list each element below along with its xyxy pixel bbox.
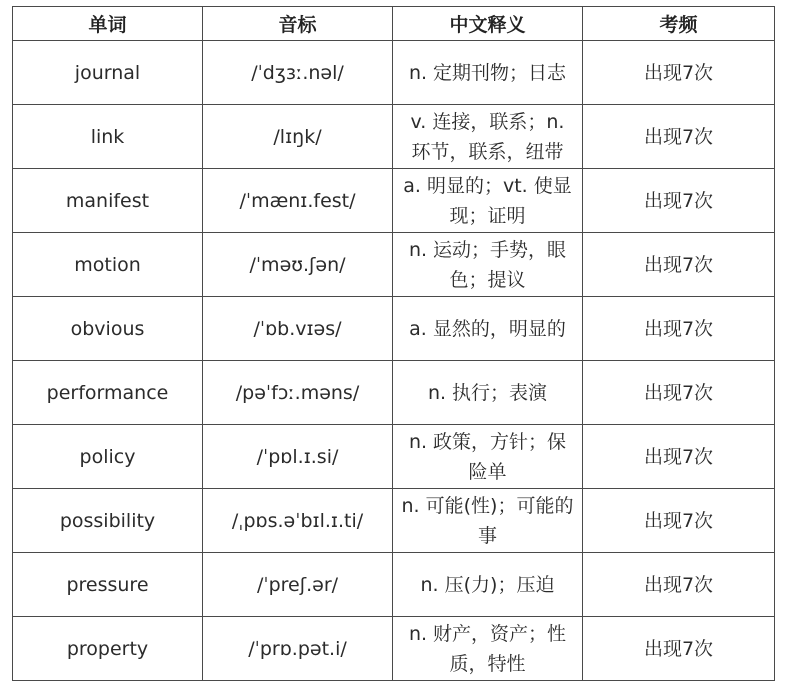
phonetic-cell: /ˈməʊ.ʃən/ [203, 233, 393, 297]
word-cell: policy [13, 425, 203, 489]
table-row [13, 361, 775, 425]
word-cell: motion [13, 233, 203, 297]
frequency-cell: 出现7次 [583, 553, 775, 617]
frequency-cell: 出现7次 [583, 425, 775, 489]
header-phonetic: 音标 [203, 7, 393, 41]
table-row [13, 233, 775, 297]
table-row [13, 297, 775, 361]
table-row [13, 489, 775, 553]
meaning-cell: a. 明显的；vt. 使显现；证明 [393, 169, 583, 233]
word-cell: obvious [13, 297, 203, 361]
table-row [13, 617, 775, 681]
vocabulary-table [12, 6, 775, 681]
meaning-cell: n. 执行；表演 [393, 361, 583, 425]
phonetic-cell: /ˈprɒ.pət.i/ [203, 617, 393, 681]
frequency-cell: 出现7次 [583, 105, 775, 169]
phonetic-cell: /lɪŋk/ [203, 105, 393, 169]
word-cell: performance [13, 361, 203, 425]
frequency-cell: 出现7次 [583, 169, 775, 233]
header-row [13, 7, 775, 41]
phonetic-cell: /pəˈfɔː.məns/ [203, 361, 393, 425]
phonetic-cell: /ˌpɒs.əˈbɪl.ɪ.ti/ [203, 489, 393, 553]
table-row [13, 41, 775, 105]
meaning-cell: n. 压(力)；压迫 [393, 553, 583, 617]
meaning-cell: n. 定期刊物；日志 [393, 41, 583, 105]
frequency-cell: 出现7次 [583, 361, 775, 425]
table-row [13, 425, 775, 489]
meaning-cell: n. 运动；手势，眼色；提议 [393, 233, 583, 297]
frequency-cell: 出现7次 [583, 489, 775, 553]
table-row [13, 553, 775, 617]
meaning-cell: v. 连接，联系；n. 环节，联系，纽带 [393, 105, 583, 169]
word-cell: link [13, 105, 203, 169]
phonetic-cell: /ˈmænɪ.fest/ [203, 169, 393, 233]
frequency-cell: 出现7次 [583, 41, 775, 105]
phonetic-cell: /ˈpɒl.ɪ.si/ [203, 425, 393, 489]
frequency-cell: 出现7次 [583, 233, 775, 297]
phonetic-cell: /ˈpreʃ.ər/ [203, 553, 393, 617]
meaning-cell: n. 可能(性)；可能的事 [393, 489, 583, 553]
phonetic-cell: /ˈdʒɜː.nəl/ [203, 41, 393, 105]
table-row [13, 105, 775, 169]
word-cell: property [13, 617, 203, 681]
meaning-cell: a. 显然的，明显的 [393, 297, 583, 361]
word-cell: pressure [13, 553, 203, 617]
word-cell: possibility [13, 489, 203, 553]
header-frequency: 考频 [583, 7, 775, 41]
phonetic-cell: /ˈɒb.vɪəs/ [203, 297, 393, 361]
word-cell: journal [13, 41, 203, 105]
frequency-cell: 出现7次 [583, 297, 775, 361]
word-cell: manifest [13, 169, 203, 233]
header-meaning: 中文释义 [393, 7, 583, 41]
header-word: 单词 [13, 7, 203, 41]
frequency-cell: 出现7次 [583, 617, 775, 681]
meaning-cell: n. 财产，资产；性质，特性 [393, 617, 583, 681]
table-row [13, 169, 775, 233]
meaning-cell: n. 政策，方针；保险单 [393, 425, 583, 489]
